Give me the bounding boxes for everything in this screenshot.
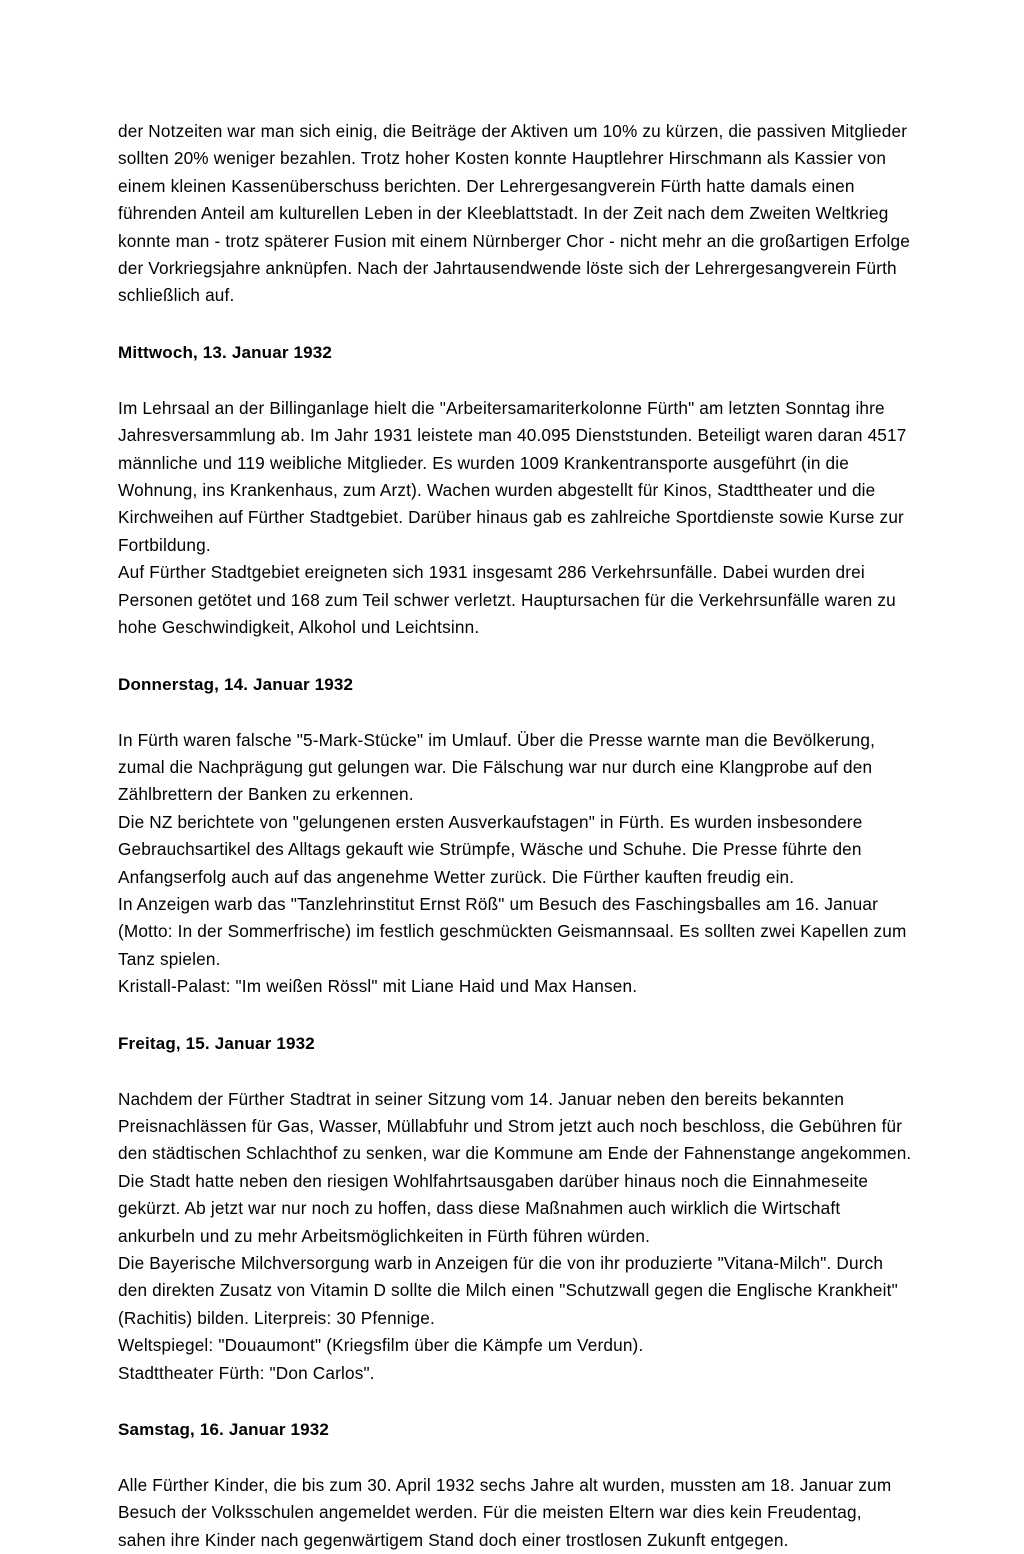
heading-donnerstag-14-januar-1932: Donnerstag, 14. Januar 1932 — [118, 674, 354, 694]
paragraph-freitag-15-januar-1932 — [118, 1086, 914, 1387]
paragraph-freitag-15-januar-1932-line-4: Stadttheater Fürth: "Don Carlos". — [118, 1362, 375, 1383]
paragraph-samstag-16-januar-1932-line-1: Alle Fürther Kinder, die bis zum 30. April 1932 sechs Jahre alt wurden, mussten am 18. Januar zum Besuch der Volksschulen angemeldet werden. Für die meisten Eltern war dies kein Freudentag, sahen ihre Kinder nach gegenwärtigem Stand doch einer trostlosen Zukunft entgegen. — [118, 1475, 892, 1550]
heading-mittwoch-13-januar-1932: Mittwoch, 13. Januar 1932 — [118, 342, 332, 362]
paragraph-mittwoch-13-januar-1932-line-2: Auf Fürther Stadtgebiet ereigneten sich 1931 insgesamt 286 Verkehrsunfälle. Dabei wurden drei Personen getötet und 168 zum Teil schwer verletzt. Hauptursachen für die Verkehrsunfälle waren zu hohe Geschwindigkeit, Alkohol und Leichtsinn. — [118, 562, 896, 638]
paragraph-intro — [118, 118, 914, 310]
paragraph-donnerstag-14-januar-1932 — [118, 727, 914, 1001]
paragraph-intro-line-1: der Notzeiten war man sich einig, die Beiträge der Aktiven um 10% zu kürzen, die passiven Mitglieder sollten 20% weniger bezahlen. Trotz hoher Kosten konnte Hauptlehrer Hirschmann als Kassier von einem kleinen Kassenüberschuss berichten. Der Lehrergesangverein Fürth hatte damals einen führenden Anteil am kulturellen Leben in der Kleeblattstadt. In der Zeit nach dem Zweiten Weltkrieg konnte man - trotz späterer Fusion mit einem Nürnberger Chor - nicht mehr an die großartigen Erfolge der Vorkriegsjahre anknüpfen. Nach der Jahrtausendwende löste sich der Lehrergesangverein Fürth schließlich auf. — [118, 121, 910, 306]
heading-freitag-15-januar-1932: Freitag, 15. Januar 1932 — [118, 1033, 315, 1053]
paragraph-freitag-15-januar-1932-line-1: Nachdem der Fürther Stadtrat in seiner Sitzung vom 14. Januar neben den bereits bekannten Preisnachlässen für Gas, Wasser, Müllabfuhr und Strom jetzt auch noch beschloss, die Gebühren für den städtischen Schlachthof zu senken, war die Kommune am Ende der Fahnenstange angekommen. Die Stadt hatte neben den riesigen Wohlfahrtsausgaben darüber hinaus noch die Einnahmeseite gekürzt. Ab jetzt war nur noch zu hoffen, dass diese Maßnahmen auch wirklich die Wirtschaft ankurbeln und zu mehr Arbeitsmöglichkeiten in Fürth führen würden. — [118, 1088, 912, 1246]
paragraph-donnerstag-14-januar-1932-line-3: In Anzeigen warb das "Tanzlehrinstitut Ernst Röß" um Besuch des Faschingsballes am 16. Januar (Motto: In der Sommerfrische) im festlich geschmückten Geismannsaal. Es sollten zwei Kapellen zum Tanz spielen. — [118, 893, 907, 969]
document-body — [118, 118, 914, 1554]
paragraph-donnerstag-14-januar-1932-line-2: Die NZ berichtete von "gelungenen ersten Ausverkaufstagen" in Fürth. Es wurden insbesondere Gebrauchsartikel des Alltags gekauft wie Strümpfe, Wäsche und Schuhe. Die Presse führte den Anfangserfolg auch auf das angenehme Wetter zurück. Die Fürther kauften freudig ein. — [118, 811, 863, 887]
paragraph-donnerstag-14-januar-1932-line-1: In Fürth waren falsche "5-Mark-Stücke" im Umlauf. Über die Presse warnte man die Bevölkerung, zumal die Nachprägung gut gelungen war. Die Fälschung war nur durch eine Klangprobe auf den Zählbrettern der Banken zu erkennen. — [118, 729, 876, 805]
paragraph-mittwoch-13-januar-1932 — [118, 395, 914, 642]
paragraph-freitag-15-januar-1932-line-3: Weltspiegel: "Douaumont" (Kriegsfilm über die Kämpfe um Verdun). — [118, 1335, 644, 1356]
paragraph-mittwoch-13-januar-1932-line-1: Im Lehrsaal an der Billinganlage hielt die "Arbeitersamariterkolonne Fürth" am letzten Sonntag ihre Jahresversammlung ab. Im Jahr 1931 leistete man 40.095 Dienststunden. Beteiligt waren daran 4517 männliche und 119 weibliche Mitglieder. Es wurden 1009 Krankentransporte ausgeführt (in die Wohnung, ins Krankenhaus, zum Arzt). Wachen wurden abgestellt für Kinos, Stadttheater und die Kirchweihen auf Fürther Stadtgebiet. Darüber hinaus gab es zahlreiche Sportdienste sowie Kurse zur Fortbildung. — [118, 397, 907, 555]
paragraph-freitag-15-januar-1932-line-2: Die Bayerische Milchversorgung warb in Anzeigen für die von ihr produzierte "Vitana-Milch". Durch den direkten Zusatz von Vitamin D sollte die Milch einen "Schutzwall gegen die Englische Krankheit" (Rachitis) bilden. Literpreis: 30 Pfennige. — [118, 1253, 898, 1328]
heading-samstag-16-januar-1932: Samstag, 16. Januar 1932 — [118, 1420, 330, 1440]
paragraph-samstag-16-januar-1932 — [118, 1472, 914, 1554]
paragraph-donnerstag-14-januar-1932-line-4: Kristall-Palast: "Im weißen Rössl" mit Liane Haid und Max Hansen. — [118, 976, 638, 997]
